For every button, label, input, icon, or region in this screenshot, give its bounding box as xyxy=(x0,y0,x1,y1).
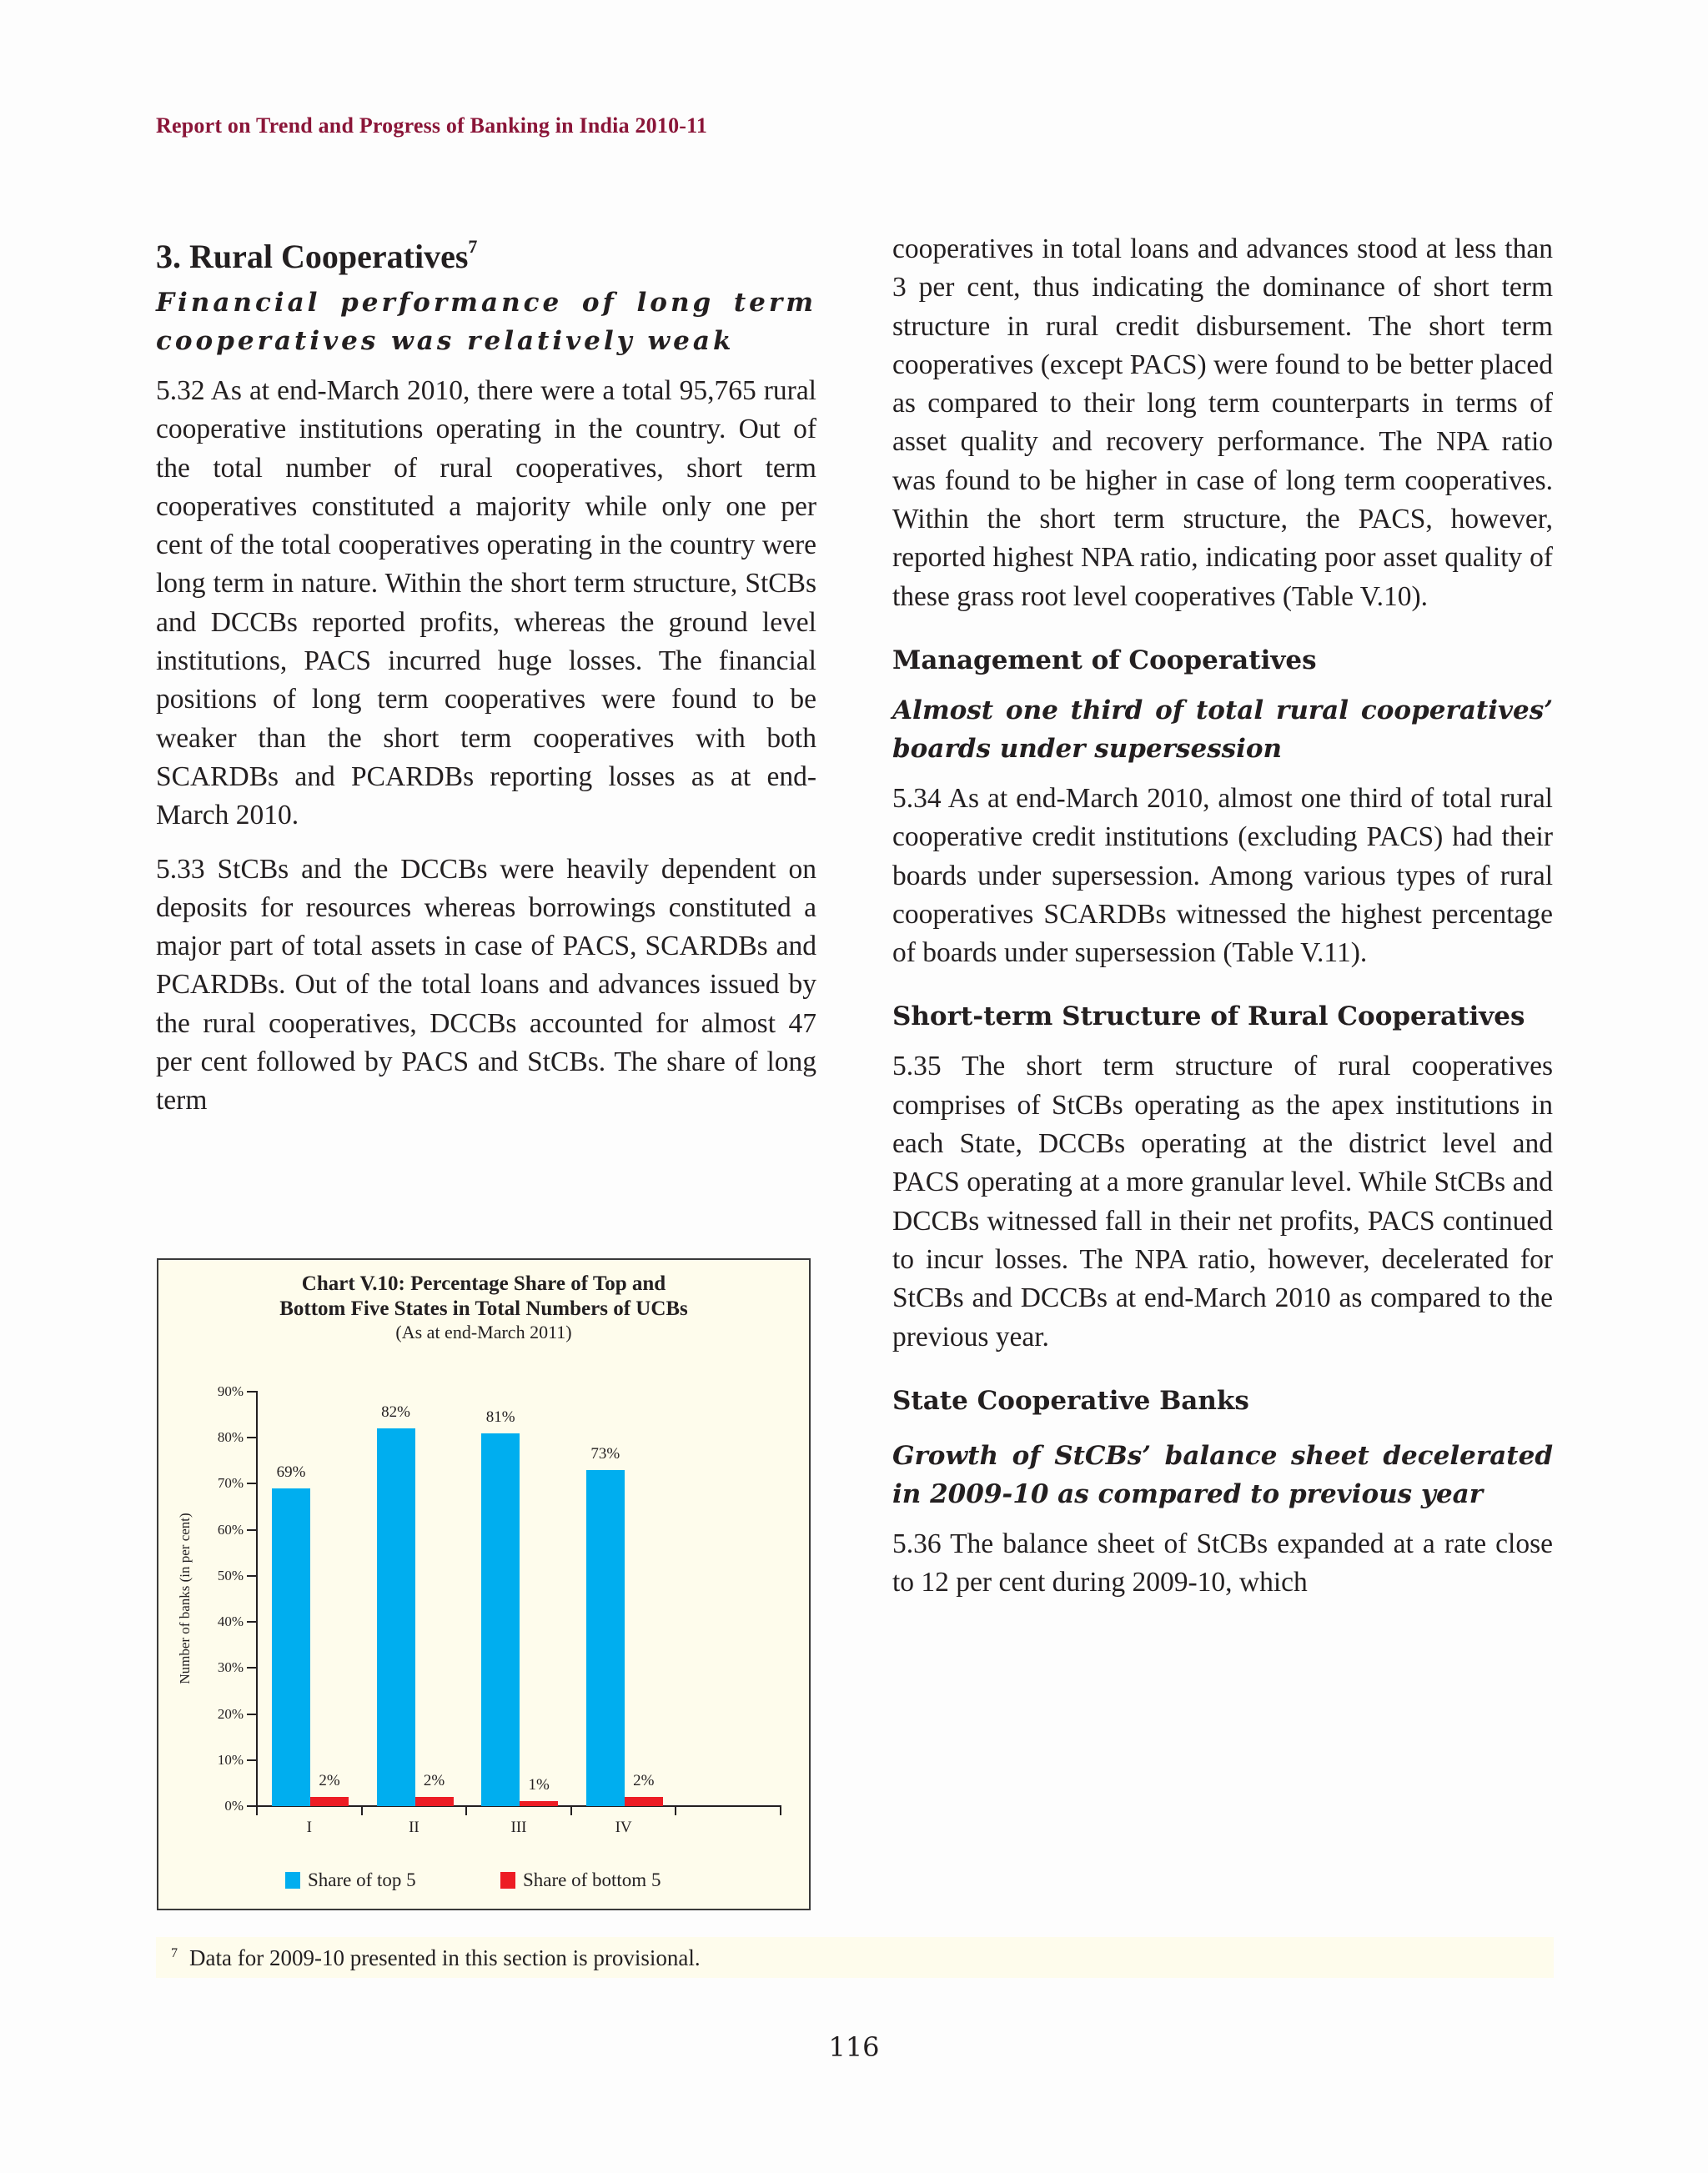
chart-y-tick-label: 80% xyxy=(217,1429,244,1446)
bar-top-5 xyxy=(272,1488,310,1806)
chart-x-tick-label: IV xyxy=(615,1819,632,1836)
left-column xyxy=(156,225,816,1136)
heading-state-cooperative-banks: State Cooperative Banks xyxy=(892,1385,1249,1416)
subhead-stcb-growth: Growth of StCBs’ balance sheet decelerated in 2009-10 as compared to previous year xyxy=(892,1440,1553,1509)
legend-swatch-bottom-5 xyxy=(500,1872,515,1889)
chart-y-tick xyxy=(247,1621,257,1623)
paragraph-5-34: 5.34 As at end-March 2010, almost one third of total rural cooperative credit institutions (excluding PACS) had their boards under supersession. Among various types of rural cooperatives SCARDBs witnessed the highest percentage of boards under supersession (Table V.11). xyxy=(892,782,1553,969)
chart-x-tick-label: I xyxy=(306,1819,312,1836)
section-title xyxy=(156,225,816,279)
chart-title-line-1: Chart V.10: Percentage Share of Top and xyxy=(301,1272,666,1295)
chart-y-tick xyxy=(247,1714,257,1715)
chart-y-tick-label: 90% xyxy=(217,1383,244,1399)
chart-y-tick-label: 40% xyxy=(217,1613,244,1630)
footnote-text: Data for 2009-10 presented in this section is provisional. xyxy=(189,1945,701,1970)
chart-y-axis-label: Number of banks (in per cent) xyxy=(177,1513,193,1684)
paragraph-5-36: 5.36 The balance sheet of StCBs expanded at a rate close to 12 per cent during 2009-10, which xyxy=(892,1528,1553,1598)
subhead-management: Almost one third of total rural cooperatives’ boards under supersession xyxy=(892,695,1553,764)
subhead-financial-performance: Financial performance of long term cooperatives was relatively weak xyxy=(156,288,816,356)
chart-x-tick xyxy=(780,1805,781,1815)
chart-x-tick xyxy=(675,1805,676,1815)
bar-bottom-5 xyxy=(415,1797,454,1806)
chart-y-tick-label: 70% xyxy=(217,1475,244,1492)
bar-value-label: 69% xyxy=(276,1463,306,1481)
footnote-ref[interactable]: 7 xyxy=(468,236,478,257)
chart-y-tick xyxy=(247,1667,257,1669)
chart-y-tick-label: 60% xyxy=(217,1521,244,1538)
bar-value-label: 82% xyxy=(381,1403,410,1422)
paragraph-5-35: 5.35 The short term structure of rural cooperatives comprises of StCBs operating as the apex institutions in each State, DCCBs operating at the district level and PACS operating at a more granular level. While StCBs and DCCBs witnessed fall in their net profits, PACS continued to incur losses. The NPA ratio, however, decelerated for StCBs and DCCBs at end-March 2010 as compared to the previous year. xyxy=(892,1051,1553,1352)
chart-y-tick xyxy=(247,1483,257,1484)
chart-x-tick xyxy=(570,1805,572,1815)
chart-y-tick-label: 50% xyxy=(217,1567,244,1583)
chart-y-axis xyxy=(256,1391,258,1808)
paragraph-continuation: cooperatives in total loans and advances stood at less than 3 per cent, thus indicating the dominance of short term structure in rural credit disbursement. The short term cooperatives (except PACS) were found to be better placed as compared to their long term counterparts in terms of asset quality and recovery performance. The NPA ratio was found to be higher in case of long term cooperatives. Within the short term structure, the PACS, however, reported highest NPA ratio, indicating poor asset quality of these grass root level cooperatives (Table V.10). xyxy=(892,233,1553,612)
bar-bottom-5 xyxy=(310,1797,349,1806)
chart-y-tick-label: 20% xyxy=(217,1705,244,1722)
chart-y-tick xyxy=(247,1575,257,1577)
bar-bottom-5 xyxy=(520,1801,558,1806)
chart-title xyxy=(158,1272,809,1322)
chart-y-tick xyxy=(247,1437,257,1438)
bar-top-5 xyxy=(377,1428,415,1806)
section-title-text: 3. Rural Cooperatives xyxy=(156,238,469,275)
chart-y-tick xyxy=(247,1529,257,1531)
bar-top-5 xyxy=(586,1470,625,1806)
bar-top-5 xyxy=(481,1433,520,1806)
bar-value-label: 2% xyxy=(423,1771,445,1789)
chart-x-tick xyxy=(465,1805,467,1815)
chart-y-tick xyxy=(247,1759,257,1761)
legend-swatch-top-5 xyxy=(285,1872,300,1889)
chart-y-tick-label: 10% xyxy=(217,1751,244,1768)
footnote-marker: 7 xyxy=(171,1946,178,1960)
paragraph-5-32: 5.32 As at end-March 2010, there were a total 95,765 rural cooperative institutions operating in the country. Out of the total number of rural cooperatives, short term cooperatives constituted a majority while only one per cent of the total cooperatives operating in the country were long term in nature. Within the short term structure, StCBs and DCCBs reported profits, whereas the ground level institutions, PACS incurred huge losses. The financial positions of long term cooperatives were found to be weaker than the short term cooperatives with both SCARDBs and PCARDBs reporting losses as at end-March 2010. xyxy=(156,375,816,831)
chart-x-tick xyxy=(361,1805,363,1815)
chart-title-line-2: Bottom Five States in Total Numbers of UCBs xyxy=(279,1297,688,1320)
heading-management: Management of Cooperatives xyxy=(892,645,1317,675)
chart-y-tick xyxy=(247,1391,257,1393)
legend-label-bottom-5: Share of bottom 5 xyxy=(523,1869,661,1890)
bar-value-label: 2% xyxy=(633,1771,655,1789)
chart-x-tick-label: III xyxy=(510,1819,527,1836)
footnote xyxy=(171,1945,701,1971)
chart-x-tick xyxy=(256,1805,258,1815)
chart-subtitle: (As at end-March 2011) xyxy=(395,1322,572,1342)
bar-bottom-5 xyxy=(625,1797,663,1806)
running-head: Report on Trend and Progress of Banking in India 2010-11 xyxy=(156,113,708,138)
chart-x-tick-label: II xyxy=(409,1819,419,1836)
bar-value-label: 81% xyxy=(485,1408,515,1426)
paragraph-5-33: 5.33 StCBs and the DCCBs were heavily dependent on deposits for resources whereas borrowings constituted a major part of total assets in case of PACS, SCARDBs and PCARDBs. Out of the total loans and advances issued by the rural cooperatives, DCCBs accounted for almost 47 per cent followed by PACS and StCBs. The share of long term xyxy=(156,853,816,1117)
bar-value-label: 1% xyxy=(528,1776,550,1794)
legend-label-top-5: Share of top 5 xyxy=(308,1869,416,1890)
right-column xyxy=(892,230,1553,1617)
bar-value-label: 73% xyxy=(590,1444,620,1463)
heading-short-term-structure: Short-term Structure of Rural Cooperatives xyxy=(892,1001,1525,1032)
page-number: 116 xyxy=(828,2031,880,2063)
chart-y-tick-label: 30% xyxy=(217,1659,244,1676)
chart-y-tick-label: 0% xyxy=(224,1798,244,1814)
bar-value-label: 2% xyxy=(319,1771,340,1789)
